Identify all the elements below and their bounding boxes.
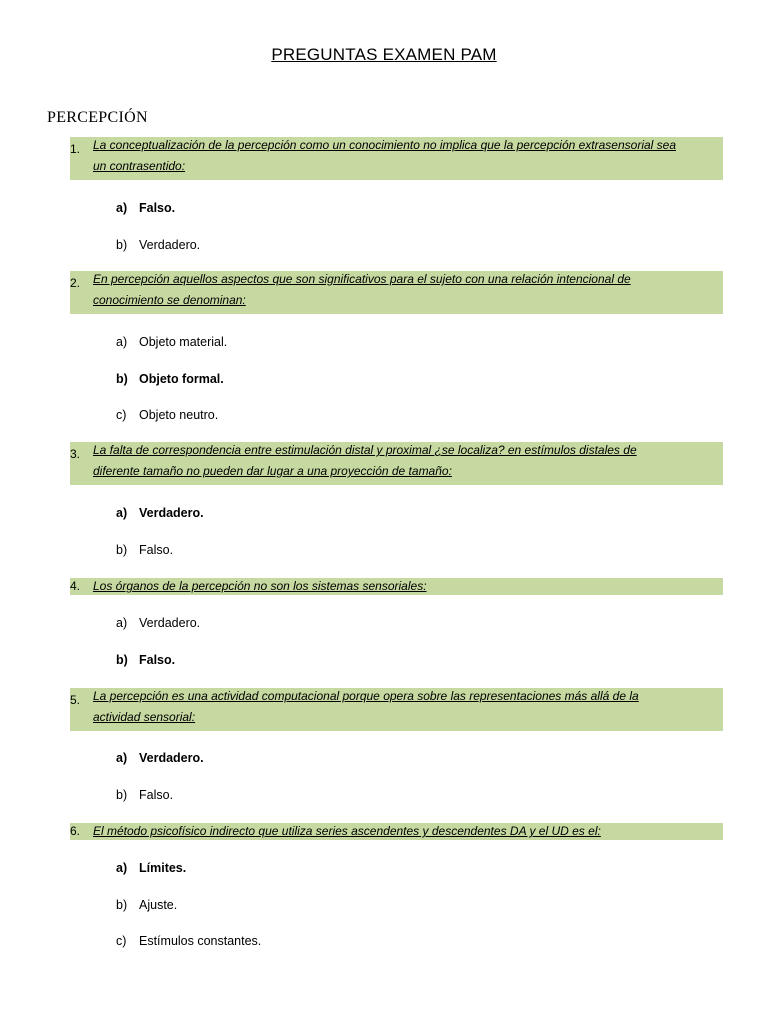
option-letter: b) xyxy=(116,788,128,802)
option-6c xyxy=(116,932,261,950)
question-text-line1: La falta de correspondencia entre estimulación distal y proximal ¿se localiza? en estímulos distales de xyxy=(93,443,637,457)
option-text: Objeto formal. xyxy=(139,372,224,386)
option-3b xyxy=(116,541,173,559)
question-4 xyxy=(70,578,723,595)
question-text-line1: La conceptualización de la percepción como un conocimiento no implica que la percepción extrasensorial sea xyxy=(93,138,677,152)
option-letter: a) xyxy=(116,861,128,875)
option-text: Falso. xyxy=(139,543,174,557)
question-text-line1: Los órganos de la percepción no son los sistemas sensoriales: xyxy=(93,579,427,593)
option-letter: b) xyxy=(116,898,128,912)
question-text-line2: conocimiento se denominan: xyxy=(93,293,246,307)
option-letter: a) xyxy=(116,506,128,520)
option-text: Ajuste. xyxy=(139,898,178,912)
option-text: Falso. xyxy=(139,788,174,802)
option-1a xyxy=(116,199,175,217)
option-text: Falso. xyxy=(139,201,176,215)
option-text: Objeto material. xyxy=(139,335,228,349)
option-text: Verdadero. xyxy=(139,616,201,630)
question-2 xyxy=(70,271,723,314)
question-6 xyxy=(70,823,723,840)
option-letter: a) xyxy=(116,335,128,349)
question-text-line1: La percepción es una actividad computacional porque opera sobre las representaciones más allá de la xyxy=(93,689,639,703)
question-1 xyxy=(70,137,723,180)
option-6a xyxy=(116,859,186,877)
option-letter: c) xyxy=(116,408,127,422)
option-text: Verdadero. xyxy=(139,751,204,765)
option-letter: a) xyxy=(116,616,128,630)
option-4b xyxy=(116,651,175,669)
option-text: Falso. xyxy=(139,653,176,667)
option-letter: b) xyxy=(116,653,128,667)
question-text-line2: un contrasentido: xyxy=(93,159,186,173)
option-letter: c) xyxy=(116,934,127,948)
question-number: 5. xyxy=(70,693,81,707)
option-letter: b) xyxy=(116,238,128,252)
option-text: Objeto neutro. xyxy=(139,408,219,422)
question-text-line1: El método psicofísico indirecto que utiliza series ascendentes y descendentes DA y el UD es el: xyxy=(93,824,601,838)
option-text: Estímulos constantes. xyxy=(139,934,262,948)
option-text: Verdadero. xyxy=(139,238,201,252)
option-text: Límites. xyxy=(139,861,187,875)
option-letter: a) xyxy=(116,751,128,765)
question-3 xyxy=(70,442,723,485)
option-text: Verdadero. xyxy=(139,506,204,520)
question-number: 3. xyxy=(70,447,81,461)
option-3a xyxy=(116,504,204,522)
question-text-line2: actividad sensorial: xyxy=(93,710,196,724)
option-4a xyxy=(116,614,200,632)
question-number: 2. xyxy=(70,276,81,290)
option-1b xyxy=(116,236,200,254)
question-number: 4. xyxy=(70,579,81,593)
question-number: 1. xyxy=(70,142,81,156)
option-2c xyxy=(116,406,218,424)
question-number: 6. xyxy=(70,824,81,838)
option-5a xyxy=(116,749,204,767)
question-text-line1: En percepción aquellos aspectos que son significativos para el sujeto con una relación intencional de xyxy=(93,272,631,286)
section-heading: PERCEPCIÓN xyxy=(47,109,148,126)
option-5b xyxy=(116,786,173,804)
question-text-line2: diferente tamaño no pueden dar lugar a una proyección de tamaño: xyxy=(93,464,452,478)
document-title: PREGUNTAS EXAMEN PAM xyxy=(271,45,497,64)
option-2a xyxy=(116,333,227,351)
option-letter: b) xyxy=(116,543,128,557)
question-5 xyxy=(70,688,723,731)
option-2b xyxy=(116,370,224,388)
option-6b xyxy=(116,896,177,914)
option-letter: a) xyxy=(116,201,128,215)
option-letter: b) xyxy=(116,372,128,386)
